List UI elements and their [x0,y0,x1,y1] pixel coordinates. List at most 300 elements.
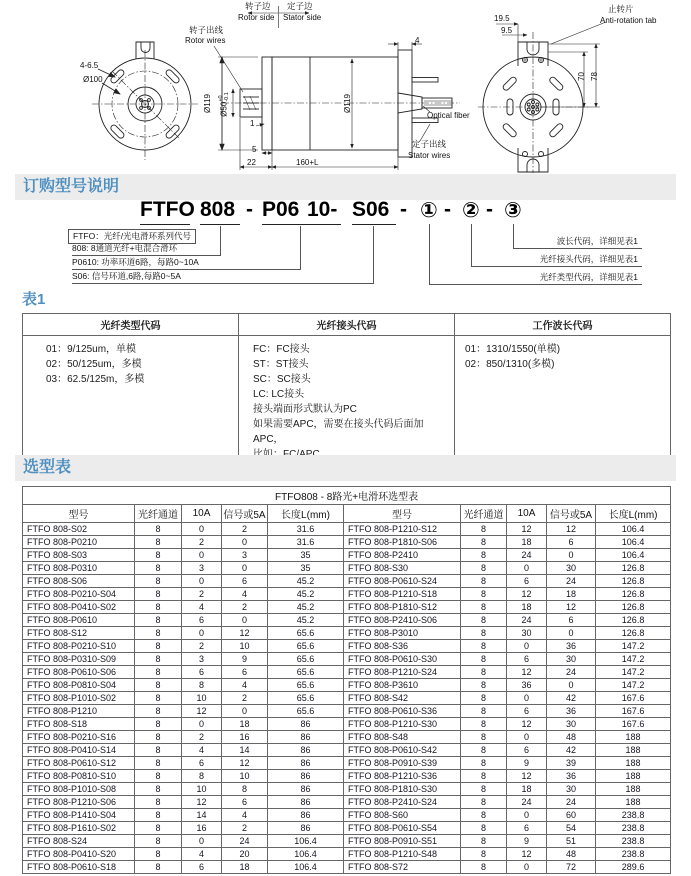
rotor-side-label-cn: 转子边 [245,1,271,11]
value-cell: 30 [547,783,596,796]
value-cell: 8 [135,796,182,809]
value-cell: 8 [461,627,507,640]
model-cell: FTFO 808-P0610-S24 [344,575,461,588]
value-cell: 35 [268,562,344,575]
anti-rotation-label-cn: 止转片 [608,4,634,14]
value-cell: 65.6 [268,705,344,718]
callout-connector [300,226,301,270]
value-cell: 8 [461,562,507,575]
value-cell: 8 [461,575,507,588]
model-cell: FTFO 808-P0610-S42 [344,744,461,757]
value-cell: 8 [461,692,507,705]
value-cell: 86 [268,783,344,796]
value-cell: 0 [547,679,596,692]
value-cell: 6 [507,653,547,666]
model-cell: FTFO 808-P1210-S24 [344,666,461,679]
selection-row [23,835,671,848]
value-cell: 24 [507,796,547,809]
selection-header-row [23,505,671,523]
model-cell: FTFO 808-P0610-S18 [23,861,135,874]
table1-line: FC：FC接头 [253,344,310,355]
value-cell: 86 [268,770,344,783]
value-cell: 8 [135,718,182,731]
model-cell: FTFO 808-P2410-S06 [344,614,461,627]
stator-side-label-cn: 定子边 [287,1,313,11]
value-cell: 86 [268,718,344,731]
value-cell: 24 [547,666,596,679]
value-cell: 45.2 [268,588,344,601]
model-part-power: P06 [262,198,300,221]
value-cell: 2 [182,536,222,549]
model-cell: FTFO 808-S42 [344,692,461,705]
selection-row [23,783,671,796]
callout-power: P0610: 功率环道6路，每路0~10A [72,257,300,270]
value-cell: 106.4 [596,523,671,536]
model-cell: FTFO 808-P0610-S12 [23,757,135,770]
value-cell: 6 [182,757,222,770]
value-cell: 10 [182,783,222,796]
table1-fiber-type-cell [23,336,239,468]
value-cell: 147.2 [596,666,671,679]
value-cell: 8 [135,536,182,549]
value-cell: 6 [507,744,547,757]
model-cell: FTFO 808-P0610 [23,614,135,627]
dim-dia119-left: Ø119 [202,94,212,113]
selection-row [23,523,671,536]
value-cell: 6 [222,666,268,679]
value-cell: 126.8 [596,562,671,575]
model-cell: FTFO 808-S36 [344,640,461,653]
value-cell: 12 [507,666,547,679]
table1-line: 03：62.5/125m，多模 [46,374,145,385]
model-cell: FTFO 808-S12 [23,627,135,640]
value-cell: 4 [182,848,222,861]
value-cell: 106.4 [268,861,344,874]
model-underline [262,224,341,225]
table1-header-fiber-type: 光纤类型代码 [23,314,239,336]
value-cell: 106.4 [268,848,344,861]
value-cell: 86 [268,822,344,835]
value-cell: 8 [135,757,182,770]
value-cell: 0 [507,692,547,705]
model-cell: FTFO 808-S30 [344,562,461,575]
value-cell: 6 [507,575,547,588]
value-cell: 12 [507,848,547,861]
value-cell: 8 [135,588,182,601]
value-cell: 86 [268,809,344,822]
value-cell: 0 [507,809,547,822]
value-cell: 8 [461,848,507,861]
value-cell: 86 [268,731,344,744]
value-cell: 6 [547,536,596,549]
value-cell: 238.8 [596,822,671,835]
value-cell: 0 [507,731,547,744]
model-dash: - [400,198,407,221]
dim-78: 78 [589,72,599,81]
callout-connector [429,224,430,285]
value-cell: 126.8 [596,601,671,614]
model-part-signal: S06 [352,198,390,221]
value-cell: 8 [461,796,507,809]
model-cell: FTFO 808-P2410 [344,549,461,562]
value-cell: 8 [135,705,182,718]
value-cell: 12 [507,588,547,601]
value-cell: 31.6 [268,536,344,549]
value-cell: 3 [182,653,222,666]
value-cell: 238.8 [596,835,671,848]
value-cell: 9 [507,835,547,848]
value-cell: 24 [507,614,547,627]
value-cell: 48 [547,731,596,744]
col-model: 型号 [344,505,461,523]
value-cell: 0 [182,627,222,640]
callout-signal: S06: 信号环道,6路,每路0~5A [72,271,373,284]
value-cell: 0 [182,549,222,562]
model-cell: FTFO 808-P1210-S48 [344,848,461,861]
value-cell: 36 [547,770,596,783]
table1-line: 01：9/125um，单模 [46,344,137,355]
model-cell: FTFO 808-P0910-S51 [344,835,461,848]
selection-row [23,718,671,731]
value-cell: 8 [135,809,182,822]
value-cell: 6 [222,796,268,809]
dim-4: 4 [415,36,420,45]
value-cell: 238.8 [596,809,671,822]
model-code-3: ③ [504,199,522,222]
model-cell: FTFO 808-P1210-S06 [23,796,135,809]
model-cell: FTFO 808-P0310-S09 [23,653,135,666]
value-cell: 8 [461,679,507,692]
value-cell: 0 [547,627,596,640]
selection-row [23,731,671,744]
value-cell: 65.6 [268,666,344,679]
selection-row [23,575,671,588]
value-cell: 8 [135,835,182,848]
value-cell: 0 [507,861,547,874]
model-cell: FTFO 808-P0610-S54 [344,822,461,835]
model-part-channels: 808 [200,198,236,221]
value-cell: 0 [182,718,222,731]
model-cell: FTFO 808-P0210 [23,536,135,549]
value-cell: 16 [182,822,222,835]
model-cell: FTFO 808-P0310 [23,562,135,575]
value-cell: 60 [547,809,596,822]
dim-dia119-body: Ø119 [342,94,352,113]
callout-connector [220,226,221,256]
value-cell: 4 [182,744,222,757]
value-cell: 65.6 [268,679,344,692]
value-cell: 18 [547,588,596,601]
value-cell: 9 [222,653,268,666]
dim-9-5: 9.5 [501,26,513,35]
model-cell: FTFO 808-P1210-S12 [344,523,461,536]
table1-line: LC: LC接头 [253,389,305,400]
value-cell: 8 [461,653,507,666]
value-cell: 8 [461,588,507,601]
value-cell: 0 [547,549,596,562]
value-cell: 8 [461,549,507,562]
value-cell: 8 [461,640,507,653]
value-cell: 167.6 [596,718,671,731]
selection-row [23,653,671,666]
value-cell: 36 [547,705,596,718]
value-cell: 30 [547,718,596,731]
value-cell: 12 [182,796,222,809]
value-cell: 8 [135,640,182,653]
model-cell: FTFO 808-P1210 [23,705,135,718]
value-cell: 8 [135,731,182,744]
model-cell: FTFO 808-S03 [23,549,135,562]
value-cell: 42 [547,744,596,757]
model-cell: FTFO 808-P1810-S12 [344,601,461,614]
model-cell: FTFO 808-S02 [23,523,135,536]
value-cell: 289.6 [596,861,671,874]
value-cell: 8 [461,718,507,731]
dim-19-5: 19.5 [494,14,510,23]
selection-heading: 选型表 [23,459,72,476]
optical-fiber-label: Optical fiber [427,111,470,120]
value-cell: 45.2 [268,601,344,614]
model-cell: FTFO 808-P0810-S04 [23,679,135,692]
col-10a: 10A [182,505,222,523]
value-cell: 35 [268,549,344,562]
value-cell: 8 [135,679,182,692]
value-cell: 188 [596,757,671,770]
value-cell: 6 [182,861,222,874]
model-underline [140,224,190,225]
value-cell: 8 [461,705,507,718]
selection-row [23,809,671,822]
value-cell: 30 [547,653,596,666]
value-cell: 188 [596,744,671,757]
model-cell: FTFO 808-S48 [344,731,461,744]
value-cell: 18 [222,718,268,731]
selection-title-row [23,487,671,505]
value-cell: 4 [182,601,222,614]
model-cell: FTFO 808-S72 [344,861,461,874]
model-code-1: ① [420,199,438,222]
table1-heading: 表1 [22,291,46,308]
value-cell: 8 [135,627,182,640]
anti-rotation-label-en: Anti-rotation tab [600,16,657,25]
dim-70: 70 [576,72,586,81]
table1-line: 02：850/1310(多模) [465,359,555,370]
value-cell: 12 [507,770,547,783]
value-cell: 6 [182,614,222,627]
rotor-side-label-en: Rotor side [238,13,275,22]
dim-22: 22 [247,158,256,167]
value-cell: 31.6 [268,523,344,536]
value-cell: 65.6 [268,640,344,653]
model-cell: FTFO 808-P3010 [344,627,461,640]
model-cell: FTFO 808-P0210-S04 [23,588,135,601]
value-cell: 36 [507,679,547,692]
value-cell: 8 [135,744,182,757]
dim-bolt-holes: 4-6.5 [80,61,99,70]
table1-line: 如果需要APC，需要在接头代码后面加APC， [253,419,424,445]
selection-table [22,486,671,874]
value-cell: 16 [222,731,268,744]
value-cell: 45.2 [268,614,344,627]
value-cell: 188 [596,783,671,796]
value-cell: 126.8 [596,588,671,601]
ordering-diagram [0,196,691,288]
col-length: 长度L(mm) [268,505,344,523]
value-cell: 24 [507,549,547,562]
value-cell: 188 [596,770,671,783]
callout-wavelength: 波长代码，详细见表1 [513,236,642,249]
dia50-tolerance: +0 -0.1 [217,92,230,102]
value-cell: 167.6 [596,692,671,705]
model-underline [352,224,396,225]
model-cell: FTFO 808-P0810-S10 [23,770,135,783]
value-cell: 4 [222,809,268,822]
selection-row [23,640,671,653]
value-cell: 106.4 [596,549,671,562]
selection-row [23,770,671,783]
value-cell: 6 [547,614,596,627]
drawing-lineart [0,0,691,173]
value-cell: 3 [222,549,268,562]
table1-connector-cell [239,336,455,468]
value-cell: 0 [182,523,222,536]
value-cell: 8 [135,601,182,614]
value-cell: 8 [135,523,182,536]
selection-row [23,536,671,549]
value-cell: 2 [182,640,222,653]
callout-series: FTFO：光纤/光电滑环系列代号 [68,229,196,244]
value-cell: 2 [222,692,268,705]
value-cell: 8 [182,679,222,692]
selection-row [23,848,671,861]
value-cell: 9 [507,757,547,770]
value-cell: 24 [547,796,596,809]
value-cell: 8 [461,809,507,822]
value-cell: 12 [547,523,596,536]
selection-row [23,562,671,575]
table1-line: ST：ST接头 [253,359,309,370]
stator-wires-label-cn: 定子出线 [412,139,447,149]
callout-fiber-type: 光纤类型代码，详细见表1 [429,272,642,285]
value-cell: 8 [135,549,182,562]
model-cell: FTFO 808-P0410-S02 [23,601,135,614]
value-cell: 8 [135,614,182,627]
value-cell: 65.6 [268,692,344,705]
rotor-wires-label-cn: 转子出线 [189,25,224,35]
value-cell: 8 [461,744,507,757]
table1-header-connector: 光纤接头代码 [239,314,455,336]
model-cell: FTFO 808-P0910-S39 [344,757,461,770]
selection-row [23,679,671,692]
value-cell: 126.8 [596,614,671,627]
section-selection-header [15,455,676,481]
value-cell: 18 [507,536,547,549]
model-cell: FTFO 808-P1410-S04 [23,809,135,822]
value-cell: 106.4 [268,835,344,848]
col-fiber-channels: 光纤通道 [135,505,182,523]
value-cell: 51 [547,835,596,848]
value-cell: 8 [461,757,507,770]
value-cell: 0 [507,640,547,653]
model-cell: FTFO 808-P1610-S02 [23,822,135,835]
selection-row [23,744,671,757]
table1-line: 接头端面形式默认为PC [253,404,357,415]
model-cell: FTFO 808-P0210-S16 [23,731,135,744]
selection-row [23,627,671,640]
value-cell: 8 [135,770,182,783]
value-cell: 12 [182,705,222,718]
value-cell: 8 [135,783,182,796]
model-cell: FTFO 808-P1210-S30 [344,718,461,731]
value-cell: 30 [547,562,596,575]
value-cell: 8 [461,835,507,848]
model-cell: FTFO 808-P0610-S30 [344,653,461,666]
value-cell: 0 [222,536,268,549]
value-cell: 54 [547,822,596,835]
value-cell: 4 [222,588,268,601]
selection-row [23,796,671,809]
value-cell: 0 [507,562,547,575]
value-cell: 20 [222,848,268,861]
ordering-heading: 订购型号说明 [23,178,120,195]
value-cell: 8 [461,666,507,679]
value-cell: 12 [222,757,268,770]
value-cell: 12 [222,627,268,640]
model-cell: FTFO 808-P0410-S14 [23,744,135,757]
model-cell: FTFO 808-P1210-S18 [344,588,461,601]
callout-connector [513,224,514,249]
stator-side-label-en: Stator side [283,13,322,22]
selection-row [23,549,671,562]
value-cell: 8 [222,783,268,796]
value-cell: 147.2 [596,640,671,653]
value-cell: 10 [222,770,268,783]
selection-row [23,861,671,874]
model-part-series: FTFO [140,198,195,221]
table1-line: SC：SC接头 [253,374,311,385]
model-cell: FTFO 808-P1810-S30 [344,783,461,796]
model-cell: FTFO 808-P1810-S06 [344,536,461,549]
model-cell: FTFO 808-P0410-S20 [23,848,135,861]
value-cell: 8 [461,731,507,744]
value-cell: 0 [222,705,268,718]
selection-row [23,822,671,835]
model-dash: - [444,198,451,221]
model-cell: FTFO 808-S06 [23,575,135,588]
value-cell: 14 [182,809,222,822]
model-dash: - [486,198,493,221]
col-signal-5a: 信号或5A [222,505,268,523]
value-cell: 12 [507,523,547,536]
value-cell: 167.6 [596,705,671,718]
table1-line: 02：50/125um，多模 [46,359,142,370]
selection-row [23,588,671,601]
selection-row [23,601,671,614]
value-cell: 6 [507,822,547,835]
value-cell: 86 [268,744,344,757]
value-cell: 18 [507,601,547,614]
model-cell: FTFO 808-S24 [23,835,135,848]
dim-dia50 [219,92,230,117]
value-cell: 8 [461,523,507,536]
table1-wavelength-cell [455,336,671,468]
col-signal-5a: 信号或5A [547,505,596,523]
value-cell: 8 [135,653,182,666]
technical-drawings [0,0,691,173]
model-cell: FTFO 808-P0610-S06 [23,666,135,679]
col-model: 型号 [23,505,135,523]
value-cell: 8 [461,861,507,874]
